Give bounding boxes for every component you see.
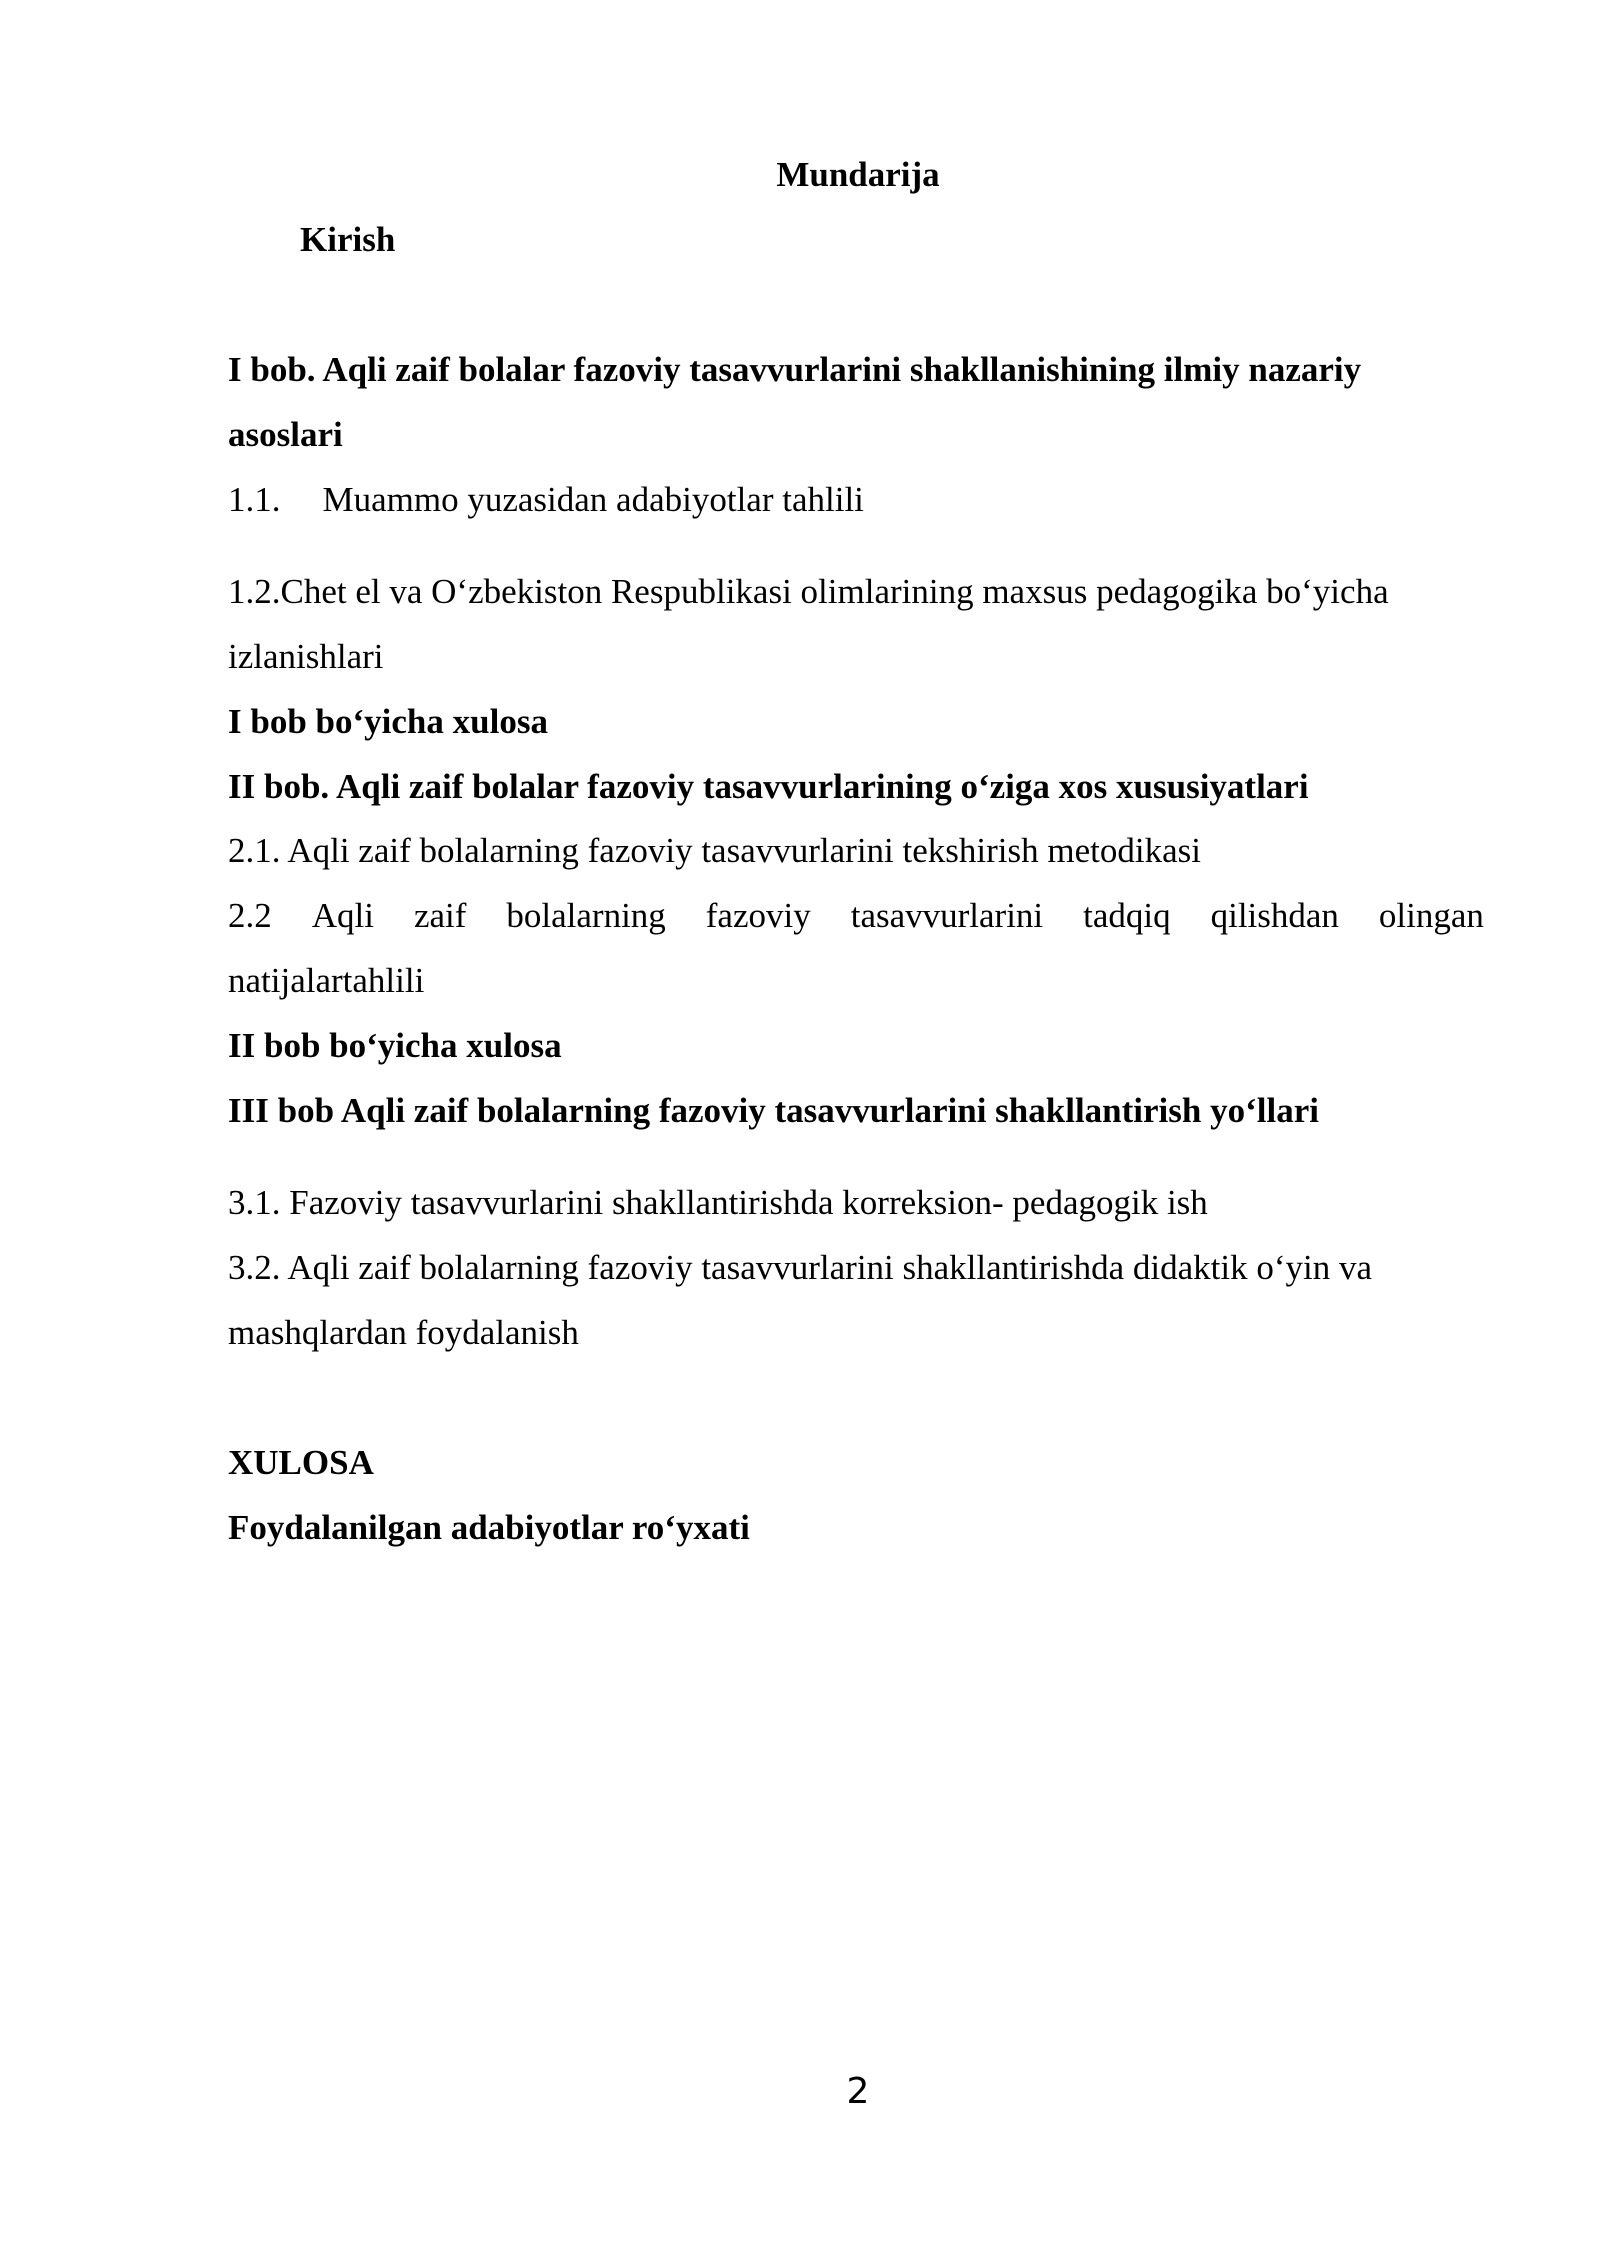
word: tasavvurlarini bbox=[850, 896, 1044, 935]
word: fazoviy bbox=[705, 896, 811, 935]
toc-chapter2-conclusion: II bob bo‘yicha xulosa bbox=[228, 1026, 562, 1065]
word: olingan bbox=[1378, 896, 1484, 935]
toc-conclusion: XULOSA bbox=[228, 1443, 374, 1482]
word: bolalarning bbox=[506, 896, 666, 935]
toc-references: Foydalanilgan adabiyotlar ro‘yxati bbox=[228, 1508, 750, 1547]
toc-intro: Kirish bbox=[300, 220, 396, 259]
section-number: 1.1. bbox=[228, 480, 281, 519]
toc-chapter3-title: III bob Aqli zaif bolalarning fazoviy tasavvurlarini shakllantirish yo‘llari bbox=[228, 1091, 1319, 1130]
toc-section-1-1 bbox=[228, 478, 864, 522]
word: 2.2 bbox=[228, 896, 272, 935]
toc-section-2-1: 2.1. Aqli zaif bolalarning fazoviy tasavvurlarini tekshirish metodikasi bbox=[228, 831, 1201, 870]
word: Aqli bbox=[311, 896, 374, 935]
toc-section-2-2-line2: natijalartahlili bbox=[228, 961, 425, 1000]
toc-chapter1-title-line2: asoslari bbox=[228, 415, 343, 454]
word: tadqiq bbox=[1083, 896, 1171, 935]
toc-section-3-2-line2: mashqlardan foydalanish bbox=[228, 1313, 579, 1352]
toc-section-2-2-line1 bbox=[228, 894, 1484, 938]
page-number: 2 bbox=[846, 2071, 870, 2112]
word: qilishdan bbox=[1210, 896, 1339, 935]
toc-chapter1-title-line1: I bob. Aqli zaif bolalar fazoviy tasavvurlarini shakllanishining ilmiy nazariy bbox=[228, 350, 1362, 389]
toc-section-1-2-line1: 1.2.Chet el va O‘zbekiston Respublikasi olimlarining maxsus pedagogika bo‘yicha bbox=[228, 572, 1389, 611]
toc-section-3-1: 3.1. Fazoviy tasavvurlarini shakllantirishda korreksion- pedagogik ish bbox=[228, 1183, 1208, 1222]
toc-section-3-2-line1: 3.2. Aqli zaif bolalarning fazoviy tasavvurlarini shakllantirishda didaktik o‘yin va bbox=[228, 1248, 1373, 1287]
toc-chapter1-conclusion: I bob bo‘yicha xulosa bbox=[228, 702, 548, 741]
word: zaif bbox=[413, 896, 467, 935]
toc-section-1-2-line2: izlanishlari bbox=[228, 637, 384, 676]
toc-chapter2-title: II bob. Aqli zaif bolalar fazoviy tasavvurlarining o‘ziga xos xususiyatlari bbox=[228, 767, 1309, 806]
toc-heading: Mundarija bbox=[776, 155, 940, 194]
section-title: Muammo yuzasidan adabiyotlar tahlili bbox=[322, 480, 864, 519]
